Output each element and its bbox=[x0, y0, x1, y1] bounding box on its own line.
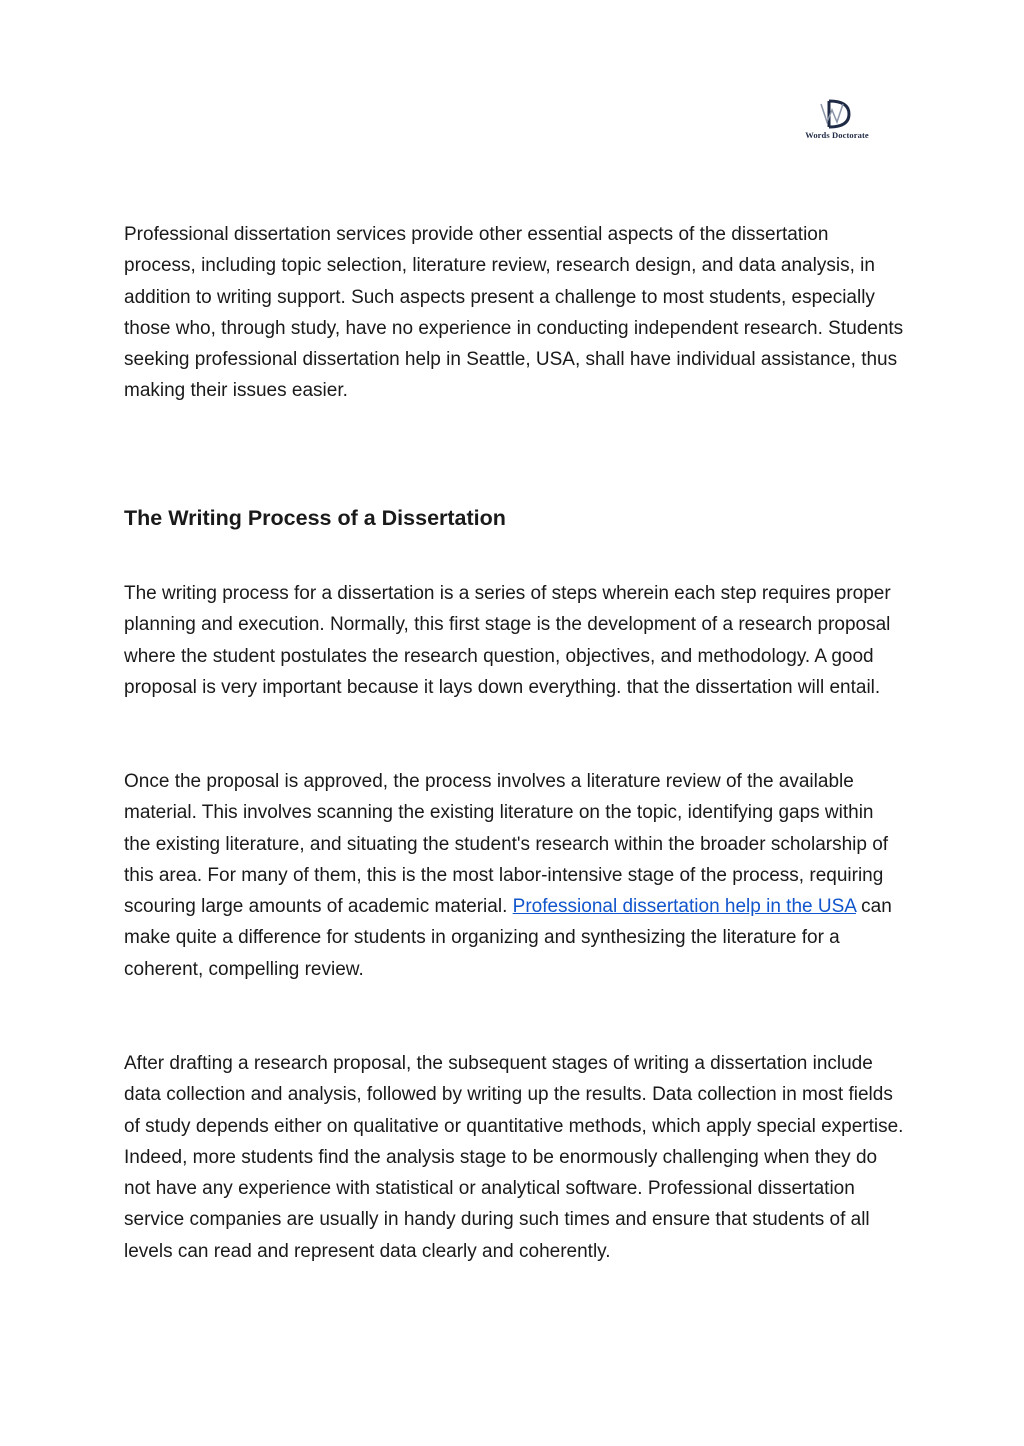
dissertation-help-usa-link[interactable]: Professional dissertation help in the USA bbox=[512, 896, 856, 918]
intro-paragraph: Professional dissertation services provide other essential aspects of the dissertation process, including topic selection, literature review, research design, and data analysis, in addition to writing support. Such aspects present a challenge to most students, especially those who, through study, have no experience in conducting independent research. Students seeking professional dissertation help in Seattle, USA, shall have individual assistance, thus making their issues easier. bbox=[124, 224, 904, 402]
company-logo bbox=[792, 98, 882, 146]
body-paragraph-2 bbox=[124, 766, 904, 985]
body-paragraph-3: After drafting a research proposal, the subsequent stages of writing a dissertation include data collection and analysis, followed by writing up the results. Data collection in most fields of study depends either on qualitative or quantitative methods, which apply special expertise. Indeed, more students find the analysis stage to be enormously challenging when they do not have any experience with statistical or analytical software. Professional dissertation service companies are usually in handy during such times and ensure that students of all levels can read and represent data clearly and coherently. bbox=[124, 1053, 904, 1262]
body-paragraph-1: The writing process for a dissertation is a series of steps wherein each step requires proper planning and execution. Normally, this first stage is the development of a research proposal where the student postulates the research question, objectives, and methodology. A good proposal is very important because it lays down everything. that the dissertation will entail. bbox=[124, 583, 891, 698]
wd-monogram-icon bbox=[819, 98, 855, 130]
section-heading: The Writing Process of a Dissertation bbox=[124, 506, 506, 530]
paragraph-2-text-end: can make quite a difference for students in organizing and synthesizing the literature for a coherent, compelling review. bbox=[124, 896, 892, 980]
paragraph-2-text-start: Once the proposal is approved, the process involves a literature review of the available material. This involves scanning the existing literature on the topic, identifying gaps within the existing literature, and situating the student's research within the broader scholarship of this area. For many of them, this is the most labor-intensive stage of the process, requiring scouring large amounts of academic material. bbox=[124, 771, 889, 918]
logo-wordmark: Words Doctorate bbox=[805, 130, 869, 140]
